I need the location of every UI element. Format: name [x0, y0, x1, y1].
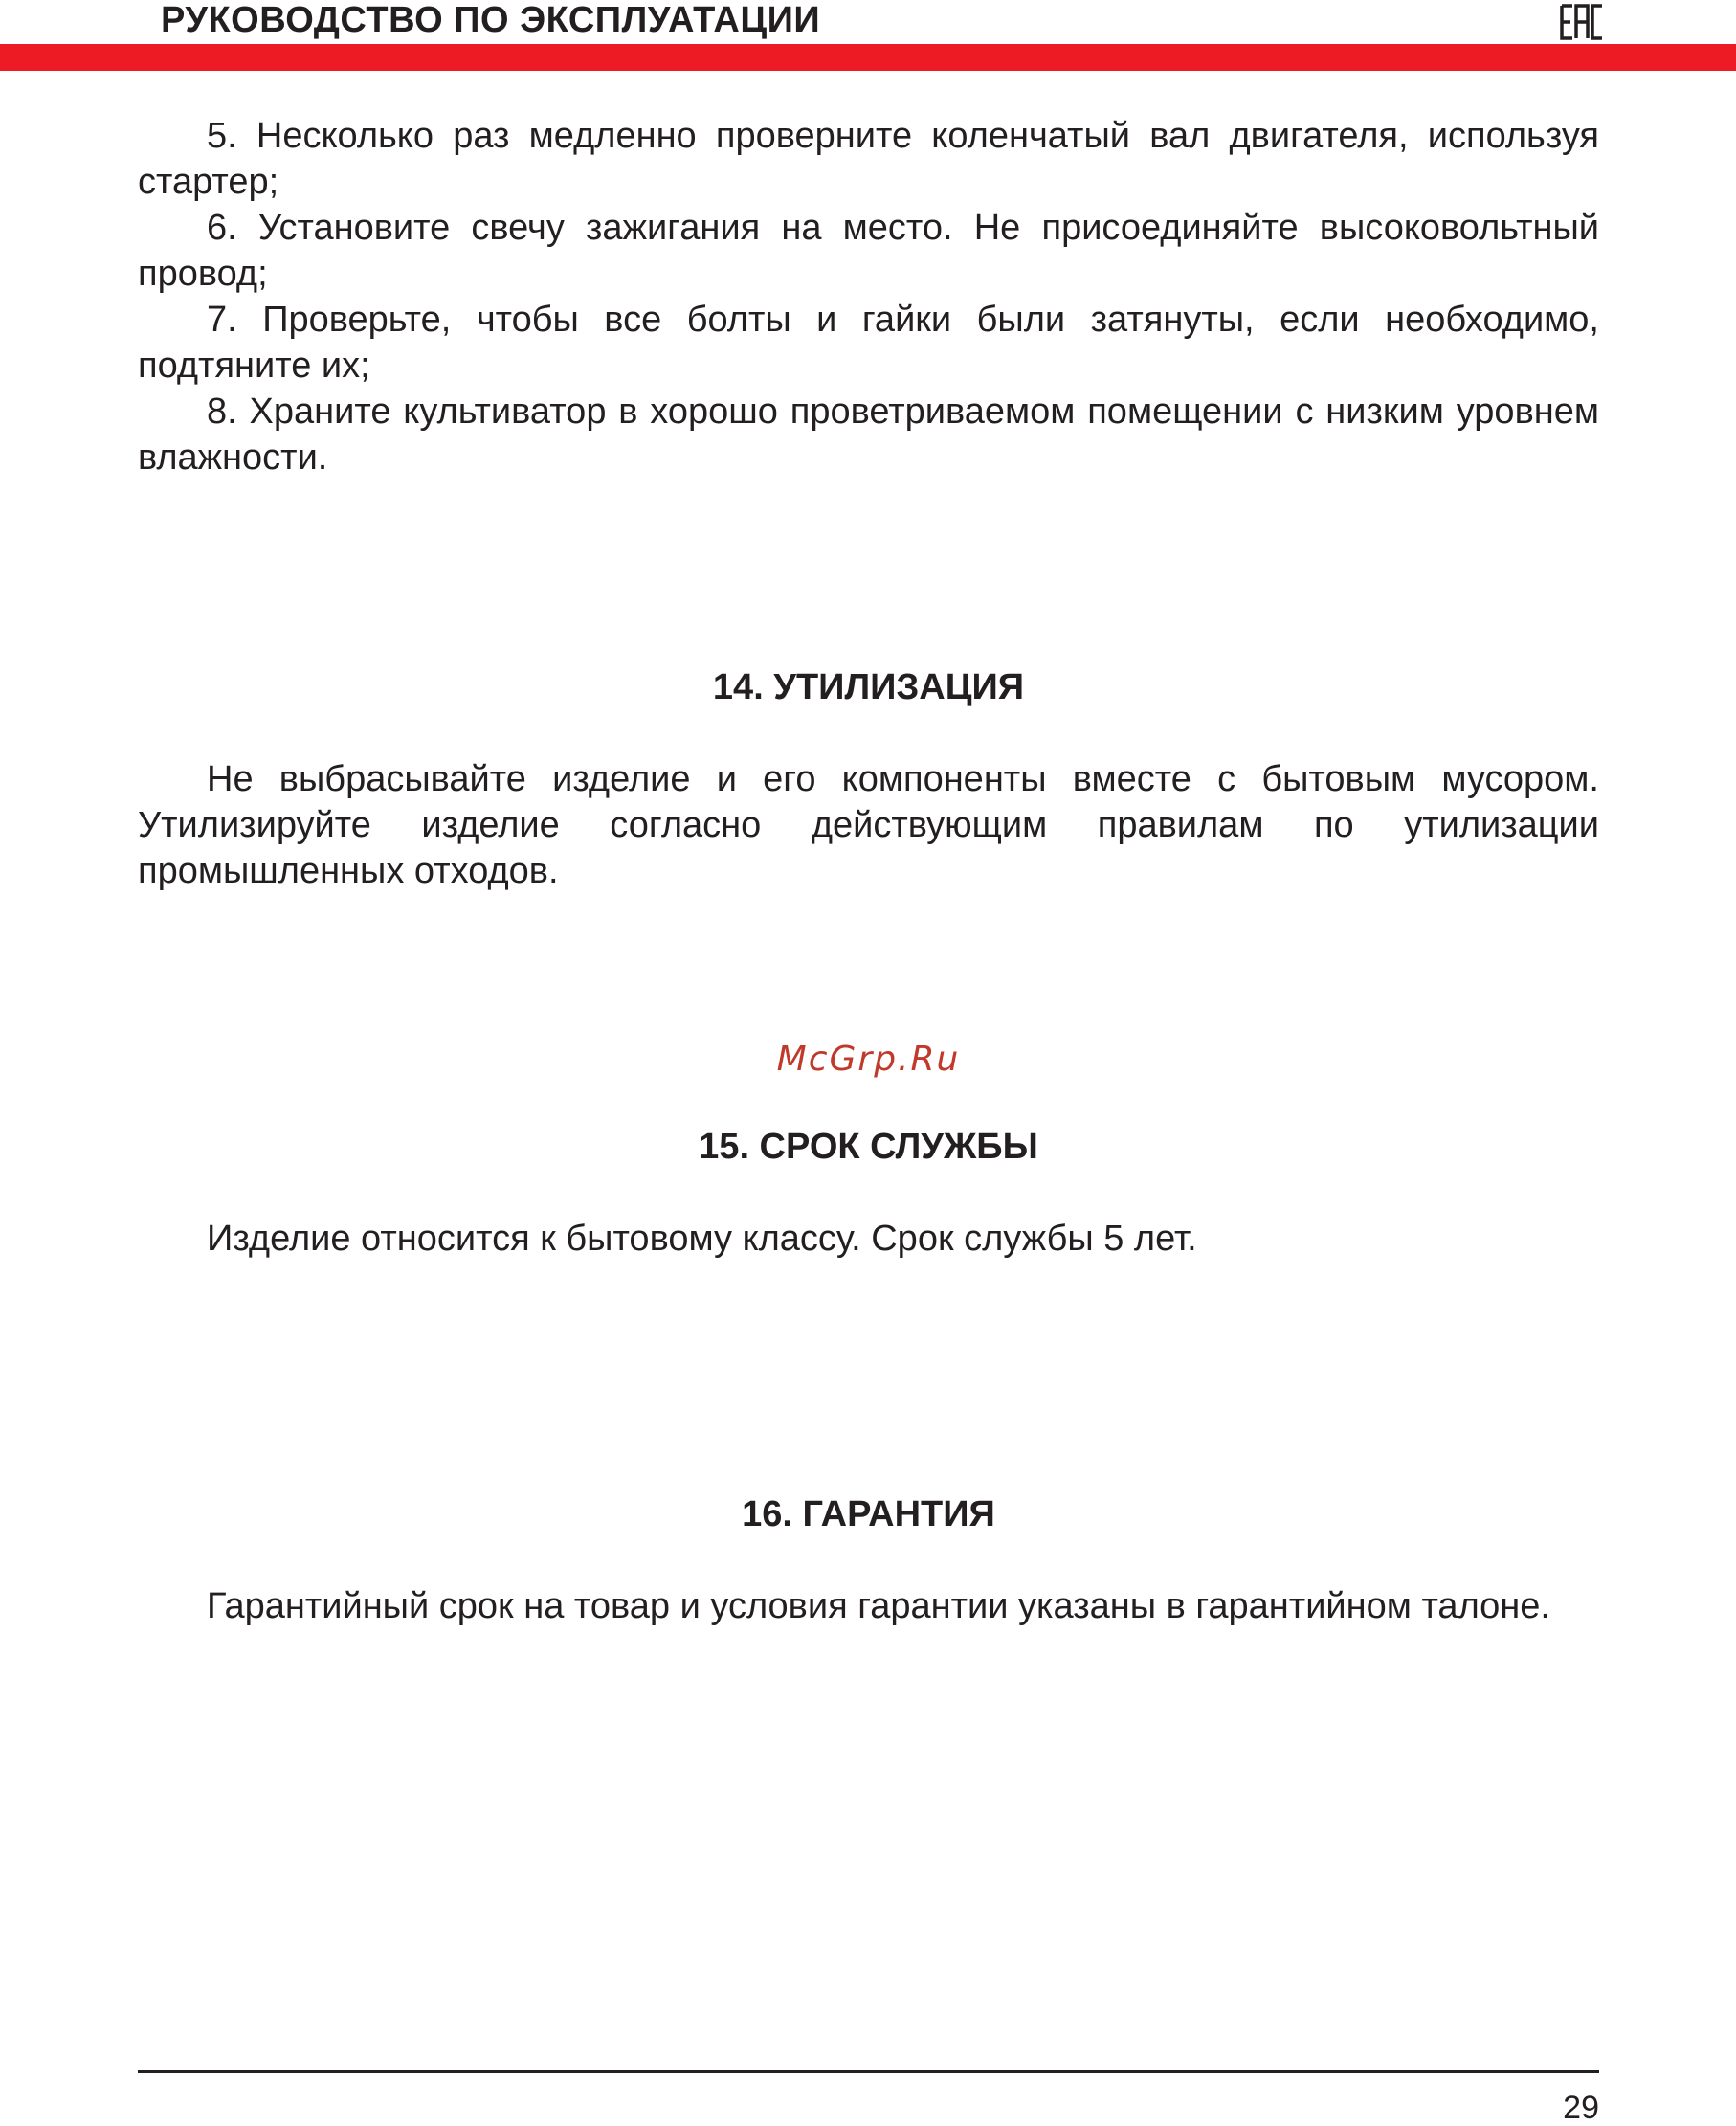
header-red-bar: [0, 44, 1736, 71]
storage-step-6: 6. Установите свечу зажигания на место. Не присоединяйте высоковольтный провод;: [138, 208, 1599, 294]
section-16-body: [138, 1583, 1599, 1629]
section-15-body: [138, 1216, 1599, 1262]
eac-certification-icon: [1560, 4, 1604, 40]
watermark-text: McGrp.Ru: [776, 1040, 961, 1079]
section-14-text: Не выбрасывайте изделие и его компоненты вместе с бытовым мусором. Утилизируйте изделие согласно действующим правилам по утилизации промышленных отходов.: [138, 759, 1599, 891]
section-15-heading: 15. СРОК СЛУЖБЫ: [699, 1127, 1038, 1167]
section-16-text: Гарантийный срок на товар и условия гарантии указаны в гарантийном талоне.: [207, 1586, 1550, 1626]
storage-step-5: 5. Несколько раз медленно проверните коленчатый вал двигателя, используя стартер;: [138, 116, 1599, 202]
storage-steps: [138, 113, 1599, 481]
header-title: РУКОВОДСТВО ПО ЭКСПЛУАТАЦИИ: [161, 0, 821, 40]
page-number: 29: [1563, 2090, 1599, 2126]
storage-step-8: 8. Храните культиватор в хорошо проветриваемом помещении с низким уровнем влажности.: [138, 392, 1599, 478]
storage-step-7: 7. Проверьте, чтобы все болты и гайки были затянуты, если необходимо, подтяните их;: [138, 300, 1599, 386]
footer-rule: [138, 2070, 1599, 2073]
section-16-heading: 16. ГАРАНТИЯ: [742, 1494, 995, 1534]
section-15-text: Изделие относится к бытовому классу. Срок службы 5 лет.: [207, 1219, 1197, 1259]
section-14-body: [138, 756, 1599, 894]
section-14-heading: 14. УТИЛИЗАЦИЯ: [712, 667, 1025, 707]
